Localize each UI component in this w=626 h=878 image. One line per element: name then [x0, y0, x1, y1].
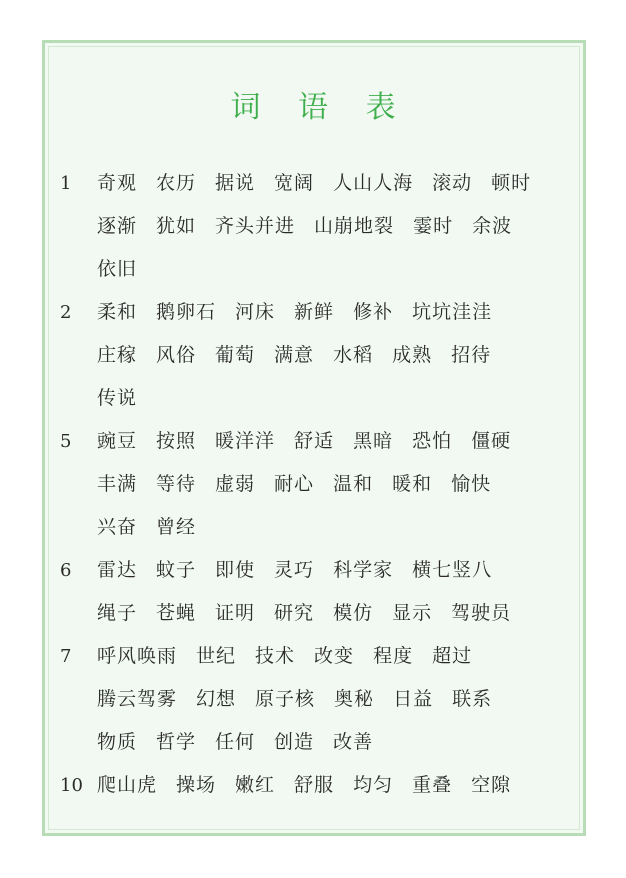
vocabulary-word: 农历: [156, 172, 197, 194]
word-row: [97, 592, 530, 635]
lesson-number: 7: [60, 646, 72, 667]
vocabulary-word: 灵巧: [274, 559, 315, 581]
vocabulary-word: 宽阔: [274, 172, 315, 194]
vocabulary-word: 模仿: [333, 602, 374, 624]
vocabulary-word: 依旧: [97, 258, 138, 280]
vocabulary-word: 兴奋: [97, 516, 138, 538]
lesson-number: 10: [60, 775, 83, 796]
vocabulary-word: 按照: [156, 430, 197, 452]
vocabulary-word: 哲学: [156, 731, 197, 753]
word-line: [0, 721, 626, 764]
vocabulary-word: 顿时: [491, 172, 532, 194]
vocabulary-word: 显示: [392, 602, 433, 624]
vocabulary-word: 空隙: [471, 774, 512, 796]
word-line: [0, 635, 626, 678]
word-line: [0, 463, 626, 506]
word-row: [97, 205, 531, 248]
vocabulary-word: 僵硬: [471, 430, 512, 452]
vocabulary-word: 水稻: [333, 344, 374, 366]
vocabulary-word: 暖洋洋: [215, 430, 276, 452]
vocabulary-word: 传说: [97, 387, 138, 409]
vocabulary-word: 程度: [373, 645, 414, 667]
word-line: [0, 334, 626, 377]
word-row: [97, 420, 530, 463]
word-row: [97, 377, 156, 420]
vocabulary-word: 余波: [472, 215, 513, 237]
vocabulary-word: 雷达: [97, 559, 138, 581]
vocabulary-word: 庄稼: [97, 344, 138, 366]
word-row: [97, 248, 156, 291]
vocabulary-word: 日益: [393, 688, 434, 710]
vocabulary-word: 虚弱: [215, 473, 256, 495]
vocabulary-word: 鹅卵石: [156, 301, 217, 323]
word-line: [0, 205, 626, 248]
vocabulary-word: 研究: [274, 602, 315, 624]
word-row: [97, 334, 510, 377]
word-row: [97, 162, 550, 205]
vocabulary-word: 苍蝇: [156, 602, 197, 624]
word-line: [0, 764, 626, 807]
vocabulary-word: 幻想: [196, 688, 237, 710]
vocabulary-word: 成熟: [392, 344, 433, 366]
vocabulary-word: 创造: [274, 731, 315, 753]
vocabulary-word: 超过: [432, 645, 473, 667]
vocabulary-word: 河床: [235, 301, 276, 323]
vocabulary-word: 犹如: [156, 215, 197, 237]
vocabulary-word: 温和: [333, 473, 374, 495]
vocabulary-word: 霎时: [413, 215, 454, 237]
vocabulary-word: 招待: [451, 344, 492, 366]
vocabulary-word: 满意: [274, 344, 315, 366]
word-row: [97, 549, 511, 592]
vocabulary-word: 新鲜: [294, 301, 335, 323]
vocabulary-word: 曾经: [156, 516, 197, 538]
lesson-group: [0, 162, 626, 291]
vocabulary-word: 操场: [176, 774, 217, 796]
vocabulary-word: 联系: [452, 688, 493, 710]
word-line: [0, 377, 626, 420]
vocabulary-word: 物质: [97, 731, 138, 753]
lesson-group: [0, 420, 626, 549]
vocabulary-word: 绳子: [97, 602, 138, 624]
vocabulary-word: 驾驶员: [451, 602, 512, 624]
word-row: [97, 463, 510, 506]
vocabulary-word: 逐渐: [97, 215, 138, 237]
word-line: [0, 549, 626, 592]
vocabulary-word: 愉快: [451, 473, 492, 495]
lesson-group: [0, 549, 626, 635]
word-line: [0, 506, 626, 549]
word-row: [97, 678, 511, 721]
word-row: [97, 291, 511, 334]
vocabulary-word: 据说: [215, 172, 256, 194]
vocabulary-word: 爬山虎: [97, 774, 158, 796]
lesson-group: [0, 764, 626, 807]
word-row: [97, 506, 215, 549]
vocabulary-word: 暖和: [392, 473, 433, 495]
word-line: [0, 420, 626, 463]
vocabulary-word: 原子核: [255, 688, 316, 710]
vocabulary-word: 舒适: [294, 430, 335, 452]
page-title: 词 语 表: [230, 90, 410, 125]
word-line: [0, 248, 626, 291]
vocabulary-word: 奇观: [97, 172, 138, 194]
vocabulary-word: 黑暗: [353, 430, 394, 452]
lesson-number: 5: [60, 431, 72, 452]
vocabulary-word: 世纪: [196, 645, 237, 667]
vocabulary-word: 坑坑洼洼: [412, 301, 493, 323]
vocabulary-word: 任何: [215, 731, 256, 753]
vocabulary-word: 齐头并进: [215, 215, 296, 237]
word-line: [0, 678, 626, 721]
vocabulary-word: 科学家: [333, 559, 394, 581]
lesson-group: [0, 635, 626, 764]
lesson-group: [0, 291, 626, 420]
vocabulary-word: 舒服: [294, 774, 335, 796]
vocabulary-word: 等待: [156, 473, 197, 495]
lesson-number: 2: [60, 302, 72, 323]
vocabulary-word: 呼风唤雨: [97, 645, 178, 667]
vocabulary-word: 改善: [333, 731, 374, 753]
vocabulary-word: 耐心: [274, 473, 315, 495]
vocabulary-word: 即使: [215, 559, 256, 581]
lesson-number: 6: [60, 560, 72, 581]
vocabulary-word: 山崩地裂: [314, 215, 395, 237]
vocabulary-list: [0, 162, 626, 807]
vocabulary-word: 重叠: [412, 774, 453, 796]
vocabulary-word: 奥秘: [334, 688, 375, 710]
vocabulary-word: 蚊子: [156, 559, 197, 581]
vocabulary-word: 人山人海: [333, 172, 414, 194]
word-row: [97, 764, 530, 807]
vocabulary-word: 葡萄: [215, 344, 256, 366]
vocabulary-word: 风俗: [156, 344, 197, 366]
vocabulary-word: 豌豆: [97, 430, 138, 452]
vocabulary-word: 证明: [215, 602, 256, 624]
lesson-number: 1: [60, 173, 72, 194]
vocabulary-word: 均匀: [353, 774, 394, 796]
word-row: [97, 635, 491, 678]
vocabulary-word: 滚动: [432, 172, 473, 194]
vocabulary-word: 嫩红: [235, 774, 276, 796]
vocabulary-word: 腾云驾雾: [97, 688, 178, 710]
vocabulary-word: 横七竖八: [412, 559, 493, 581]
word-line: [0, 291, 626, 334]
word-line: [0, 162, 626, 205]
word-line: [0, 592, 626, 635]
vocabulary-word: 恐怕: [412, 430, 453, 452]
vocabulary-word: 柔和: [97, 301, 138, 323]
vocabulary-word: 改变: [314, 645, 355, 667]
word-row: [97, 721, 392, 764]
vocabulary-word: 修补: [353, 301, 394, 323]
vocabulary-word: 丰满: [97, 473, 138, 495]
vocabulary-word: 技术: [255, 645, 296, 667]
